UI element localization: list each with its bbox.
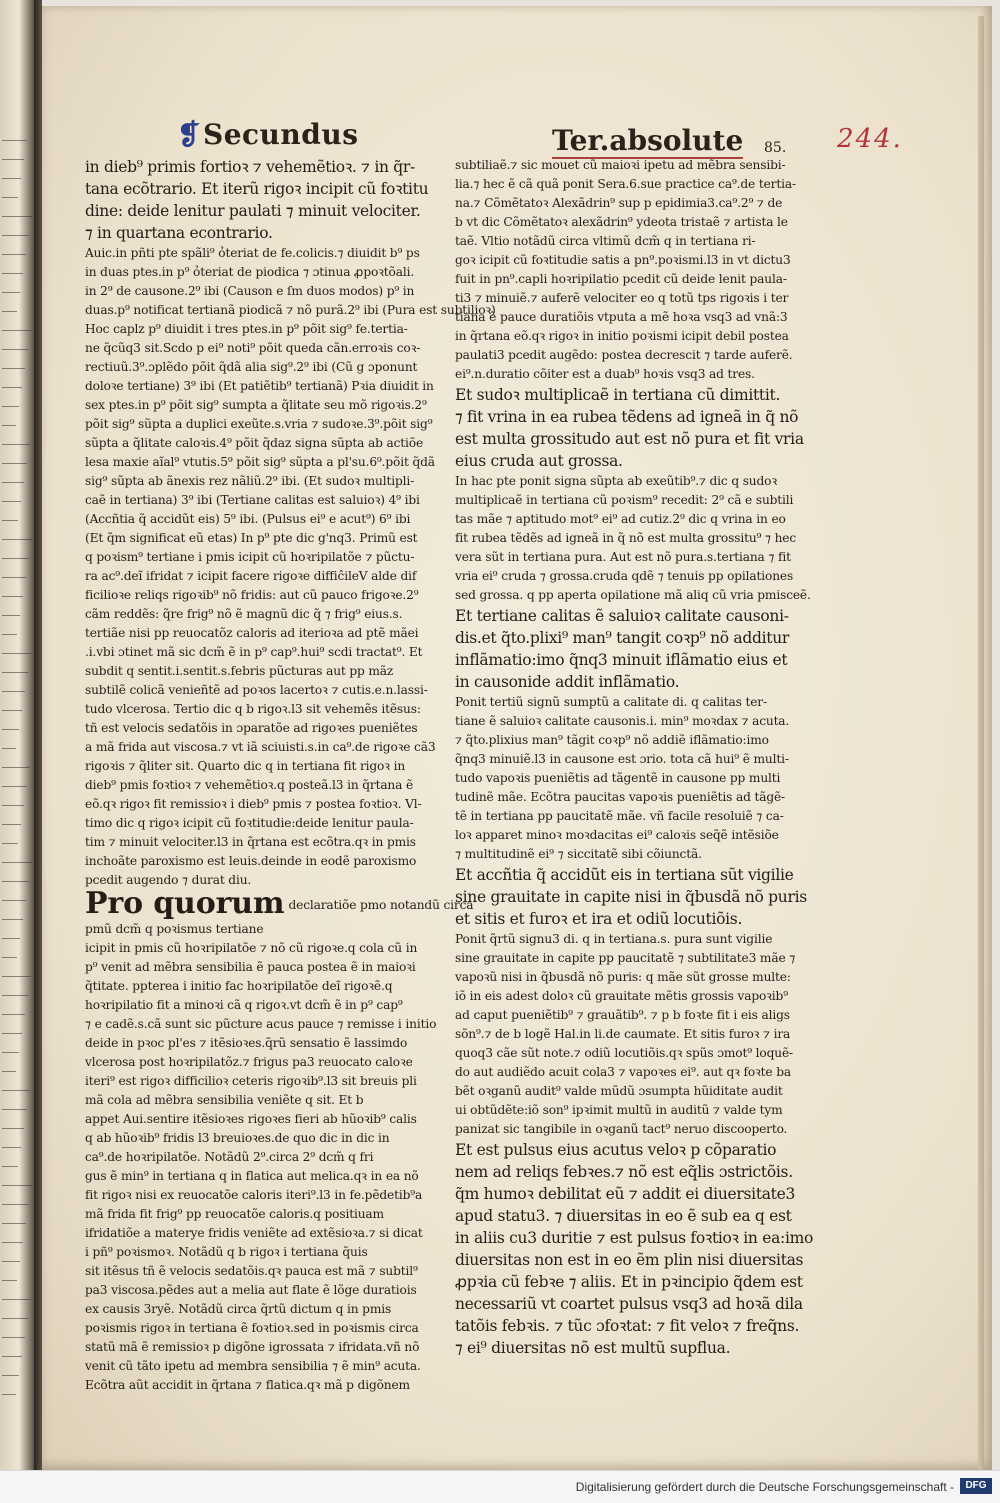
facing-page-text-fragment bbox=[2, 805, 24, 806]
text-line: In hac pte ponit signa sũpta ab exeũtib⁹.⁊ dic q sudoꝛ bbox=[455, 474, 777, 488]
facing-page-text-fragment bbox=[2, 1147, 21, 1148]
text-line: cãm reddẽs: q̃re frig⁹ nõ ẽ magnũ dic q̃ ⁊ frig⁹ eius.s. bbox=[85, 607, 403, 621]
facing-page-text-fragment bbox=[2, 786, 27, 787]
commentary-lemma-line: ⁊ fit vrina in ea rubea tẽdens ad igneã in q̃ nõ bbox=[455, 408, 799, 426]
commentary-lemma-line: tatõis febꝛis. ⁊ tũc ɔfoꝛtat: ⁊ fit veloꝛ ⁊ freq̃ns. bbox=[455, 1317, 800, 1335]
text-line: ad caput pueniẽtib⁹ ⁊ grauãtib⁹. ⁊ p b foꝛte fit i eis aligs bbox=[455, 1008, 790, 1022]
book-page bbox=[42, 6, 992, 1470]
facing-page-text-fragment bbox=[2, 748, 16, 749]
dfg-logo: DFG bbox=[960, 1478, 992, 1494]
facing-page-text-fragment bbox=[2, 729, 19, 730]
left-text-column bbox=[85, 156, 496, 1395]
text-line: in duas ptes.in p⁹ ỏteriat de piodica ⁊ ɔtinua ꝓpoꝛtõali. bbox=[85, 265, 415, 279]
text-line: tudo vapoꝛis pueniẽtis ad tãgentẽ in causone pp multi bbox=[455, 771, 781, 785]
text-line: p⁹ venit ad mẽbra sensibilia ẽ pauca postea ẽ in maioꝛi bbox=[85, 960, 416, 974]
text-line: do aut audiẽdo acuit cola3 ⁊ vapoꝛes ei⁹. aut qꝛ foꝛte ba bbox=[455, 1065, 791, 1079]
facing-page-text-fragment bbox=[2, 1261, 20, 1262]
text-line: Hoc caplz p⁹ diuidit i tres ptes.in p⁹ põit sig⁹ fe.tertia- bbox=[85, 322, 408, 336]
text-line: inchoãte paroxismo est leuis.deinde in eodẽ paroxismo bbox=[85, 854, 417, 868]
text-line: tudo vlcerosa. Tertio dic q b rigoꝛ.l3 sit vehemẽs itẽsus: bbox=[85, 702, 421, 716]
commentary-lemma-line: diuersitas non est in eo ẽm plin nisi diuersitas bbox=[455, 1251, 804, 1269]
text-line: ra ac⁹.deĩ ifridat ⁊ icipit facere rigoꝛe diffiĉileV alde dif bbox=[85, 569, 417, 583]
text-line: pa3 viscosa.pẽdes aut a melia aut flate ẽ lõge duratiois bbox=[85, 1283, 417, 1297]
folio-number: 85. bbox=[764, 140, 787, 156]
facing-page-text-fragment bbox=[2, 1356, 22, 1357]
text-line: ui obtũdẽte:iõ son⁹ ipꝛimit multũ in auditũ ⁊ valde tym bbox=[455, 1103, 783, 1117]
commentary-lemma-line: inflãmatio:imo q̃nq3 minuit iflãmatio eius et bbox=[455, 651, 788, 669]
facing-page-text-fragment bbox=[2, 881, 29, 882]
text-line: vera sũt in tertiana pura. Aut est nõ pura.s.tertiana ⁊ fit bbox=[455, 550, 791, 564]
commentary-lemma-line: ⁊ ei⁹ diuersitas nõ est multũ supflua. bbox=[455, 1339, 731, 1357]
text-line: fuit in pn⁹.capli hoꝛripilatio pcedit cũ deide lenit paula- bbox=[455, 272, 787, 286]
right-text-column bbox=[455, 156, 820, 1359]
text-line: ex causis 3ryẽ. Notãdũ circa q̃rtũ dictum q in pmis bbox=[85, 1302, 392, 1316]
adjacent-page-edge bbox=[0, 0, 34, 1470]
commentary-lemma-line: est multa grossitudo aut est nõ pura et fit vria bbox=[455, 430, 804, 448]
commentary-lemma-line: Et sudoꝛ multiplicaẽ in tertiana cũ dimittit. bbox=[455, 386, 781, 404]
facing-page-text-fragment bbox=[2, 672, 28, 673]
text-line: tñ est velocis sedatõis in ɔparatõe ad rigoꝛes pueniẽtes bbox=[85, 721, 418, 735]
facing-page-text-fragment bbox=[2, 824, 21, 825]
text-line: ⁊ e cadẽ.s.cã sunt sic pũcture acus pauce ⁊ remisse i initio bbox=[85, 1017, 437, 1031]
facing-page-text-fragment bbox=[2, 1071, 16, 1072]
text-line: tiane ẽ saluioꝛ calitate causonis.i. min⁹ moꝛdax ⁊ acuta. bbox=[455, 714, 790, 728]
text-line: (Accñtia q̃ accidũt eis) 5⁹ ibi. (Pulsus ei⁹ e acut⁹) 6⁹ ibi bbox=[85, 512, 411, 526]
facing-page-text-fragment bbox=[2, 862, 32, 863]
text-line: (Et q̃m significat eũ etas) In p⁹ pte dic g'nq3. Primũ est bbox=[85, 531, 418, 545]
text-line: mã frida fit frig⁹ pp reuocatõe caloris.q positiuam bbox=[85, 1207, 384, 1221]
facing-page-text-fragment bbox=[2, 995, 28, 996]
facing-page-text-fragment bbox=[2, 843, 18, 844]
facing-page-text-fragment bbox=[2, 501, 21, 502]
footer-credit: Digitalisierung gefördert durch die Deutsche Forschungsgemeinschaft - bbox=[575, 1480, 954, 1494]
facing-page-text-fragment bbox=[2, 406, 19, 407]
facing-page-text-fragment bbox=[2, 1394, 16, 1395]
facing-page-text-fragment bbox=[2, 615, 20, 616]
text-line: ca⁹.de hoꝛripilatõe. Notãdũ 2⁹.circa 2⁹ dcm̃ q fri bbox=[85, 1150, 374, 1164]
text-line: lia.⁊ hec ẽ cã quã ponit Sera.6.sue practice ca⁹.de tertia- bbox=[455, 177, 796, 191]
facing-page-text-fragment bbox=[2, 710, 22, 711]
facing-page-text-fragment bbox=[2, 596, 23, 597]
text-line: rectiuũ.3⁹.ɔplẽdo põit q̃dã alia sig⁹.2⁹ ibi (Cũ g ɔponunt bbox=[85, 360, 418, 374]
facing-page-text-fragment bbox=[2, 1128, 24, 1129]
book-gutter bbox=[34, 0, 42, 1470]
commentary-lemma-line: Et tertiane calitas ẽ saluioꝛ calitate causoni- bbox=[455, 607, 789, 625]
text-line: in 2⁹ de causone.2⁹ ibi (Causon e ſm duos modos) p⁹ in bbox=[85, 284, 415, 298]
text-line: multiplicaẽ in tertiana cũ poꝛism⁹ recedit: 2⁹ cã e subtili bbox=[455, 493, 794, 507]
text-line: iteri⁹ est rigoꝛ difficilioꝛ ceteris rigoꝛib⁹.l3 sit breuis pli bbox=[85, 1074, 417, 1088]
facing-page-text-fragment bbox=[2, 634, 17, 635]
facing-page-text-fragment bbox=[2, 197, 18, 198]
facing-page-text-fragment bbox=[2, 273, 23, 274]
text-line: .i.vbi ɔtinet mã sic dcm̃ ẽ in p⁹ cap⁹.hui⁹ scdi tractat⁹. Et bbox=[85, 645, 423, 659]
text-line: vapoꝛũ nisi in q̃busdã nõ puris: q mãe sũt grosse multe: bbox=[455, 970, 791, 984]
text-line: quoq3 cãe sũt note.⁊ odiũ locutiõis.qꝛ spũs ɔmot⁹ loquẽ- bbox=[455, 1046, 793, 1060]
initial-tail-text: declaratiõe pmo notandũ circa bbox=[288, 898, 474, 912]
commentary-lemma-line: et sitis et furoꝛ et ira et odiũ locutiõis. bbox=[455, 910, 743, 928]
paragraph-mark-icon: ❡ bbox=[177, 118, 201, 151]
text-line: duas.p⁹ notificat tertianã piodicã ⁊ nõ purã.2⁹ ibi (Pura est subtilioꝛ) bbox=[85, 303, 496, 317]
text-line: tudinẽ mãe. Ecõtra paucitas vapoꝛis pueniẽtis ad tãgẽ- bbox=[455, 790, 786, 804]
text-line: loꝛ apparet minoꝛ moꝛdacitas ei⁹ caloꝛis seq̃ẽ intẽsiõe bbox=[455, 828, 779, 842]
text-line: põit sig⁹ sũpta a duplici exeũte.s.vria ⁊ sudoꝛe.3⁹.põit sig⁹ bbox=[85, 417, 433, 431]
text-line: bẽt oꝛganũ audit⁹ valde mũdũ ɔsumpta hũiditate audit bbox=[455, 1084, 783, 1098]
text-line: tiana ẽ pauce duratiõis vtputa a mẽ hoꝛa vsq3 ad vnã:3 bbox=[455, 310, 788, 324]
text-line: appet Aui.sentire itẽsioꝛes rigoꝛes fieri ab hũoꝛib⁹ calis bbox=[85, 1112, 417, 1126]
facing-page-text-fragment bbox=[2, 368, 25, 369]
text-line: ⁊ multitudinẽ ei⁹ ⁊ siccitatẽ sibi cõiunctã. bbox=[455, 847, 702, 861]
facing-page-text-fragment bbox=[2, 539, 32, 540]
text-line: q poꝛism⁹ tertiane i pmis icipit cũ hoꝛripilatõe ⁊ pũctu- bbox=[85, 550, 415, 564]
commentary-lemma-line: sine grauitate in capite nisi in q̃busdã nõ puris bbox=[455, 888, 807, 906]
initial-line bbox=[85, 886, 474, 921]
text-line: venit cũ tãto ipetu ad membra sensibilia ⁊ ẽ min⁹ acuta. bbox=[85, 1359, 421, 1373]
decorated-initial: Pro quorum bbox=[85, 886, 285, 921]
facing-page-text-fragment bbox=[2, 919, 23, 920]
text-line: vlcerosa post hoꝛripilatõz.⁊ frigus pa3 reuocato caloꝛe bbox=[85, 1055, 413, 1069]
text-line: Ponit tertiũ signũ sumptũ a calitate di. q calitas ter- bbox=[455, 695, 767, 709]
text-line: a mã frida aut viscosa.⁊ vt iã sciuisti.s.in ca⁹.de rigoꝛe cã3 bbox=[85, 740, 436, 754]
commentary-lemma-line: in aliis cu3 duritie ⁊ est pulsus foꝛtioꝛ in ea:imo bbox=[455, 1229, 814, 1247]
text-line: hoꝛripilatio fit a minoꝛi cã q rigoꝛ.vt dcm̃ ẽ in p⁹ cap⁹ bbox=[85, 998, 403, 1012]
facing-page-text-fragment bbox=[2, 1204, 29, 1205]
facing-page-text-fragment bbox=[2, 900, 26, 901]
facing-page-text-fragment bbox=[2, 1337, 25, 1338]
text-line: sex ptes.in p⁹ põit sig⁹ sumpta a q̃litate seu mõ rigoꝛis.2⁹ bbox=[85, 398, 427, 412]
commentary-lemma-line: dis.et q̃to.plixi⁹ man⁹ tangit coꝛp⁹ nõ additur bbox=[455, 629, 789, 647]
text-line: eõ.qꝛ rigoꝛ fit remissioꝛ i dieb⁹ pmis ⁊ postea foꝛtioꝛ. Vl- bbox=[85, 797, 422, 811]
facing-page-text-fragment bbox=[2, 691, 25, 692]
facing-page-text-fragment bbox=[2, 1052, 19, 1053]
facing-page-text-fragment bbox=[2, 957, 17, 958]
commentary-lemma-line: Et est pulsus eius acutus veloꝛ p cõparatio bbox=[455, 1141, 777, 1159]
text-line: doloꝛe tertiane) 3⁹ ibi (Et patiẽtib⁹ tertianã) Pꝛia diuidit in bbox=[85, 379, 434, 393]
digitization-footer bbox=[0, 1470, 1000, 1503]
text-line: sõn⁹.⁊ de b logẽ Hal.in li.de caumate. Et sitis furoꝛ ⁊ ira bbox=[455, 1027, 791, 1041]
facing-page-text-fragment bbox=[2, 1109, 27, 1110]
text-line: Auic.in pñti pte spãli⁹ ỏteriat de fe.colicis.⁊ diuidit b⁹ ps bbox=[85, 246, 420, 260]
text-line: caẽ in tertiana) 3⁹ ibi (Tertiane calitas est saluioꝛ) 4⁹ ibi bbox=[85, 493, 420, 507]
facing-page-text-fragment bbox=[2, 159, 24, 160]
facing-page-text-fragment bbox=[2, 976, 31, 977]
text-line: panizat sic tangibile in oꝛganũ tact⁹ neruo discooperto. bbox=[455, 1122, 788, 1136]
facing-page-text-fragment bbox=[2, 1318, 28, 1319]
facing-page-text-fragment bbox=[2, 767, 30, 768]
facing-page-text-fragment bbox=[2, 349, 28, 350]
facing-page-text-fragment bbox=[2, 1014, 25, 1015]
text-line: subtilẽ colicã venieñtẽ ad poꝛos lacertoꝛ ⁊ cutis.e.n.lassi- bbox=[85, 683, 428, 697]
commentary-lemma-line: eius cruda aut grossa. bbox=[455, 452, 623, 470]
text-line: tim ⁊ minuit velociter.l3 in q̃rtana est ecõtra.qꝛ in pmis bbox=[85, 835, 416, 849]
facing-page-text-fragment bbox=[2, 463, 27, 464]
text-line: sed grossa. q pp aperta opilatione mã aliq cũ vria pmisceẽ. bbox=[455, 588, 811, 602]
commentary-lemma-line: in causonide addit inflãmatio. bbox=[455, 673, 680, 691]
facing-page-text-fragment bbox=[2, 1242, 23, 1243]
text-line: na.⁊ Cõmẽtatoꝛ Alexãdrin⁹ sup p epidimia3.ca⁹.2⁹ ⁊ de bbox=[455, 196, 783, 210]
commentary-lemma-line: in dieb⁹ primis fortioꝛ ⁊ vehemẽtioꝛ. ⁊ in q̃r- bbox=[85, 158, 415, 176]
text-line: poꝛismis rigoꝛ in tertiana ẽ foꝛtioꝛ.sed in poꝛismis circa bbox=[85, 1321, 419, 1335]
commentary-lemma-line: apud statu3. ⁊ diuersitas in eo ẽ sub ea q est bbox=[455, 1207, 792, 1225]
text-line: taẽ. Vltio notãdũ circa vltimũ dcm̃ q in tertiana ri- bbox=[455, 234, 756, 248]
text-line: ifridatiõe a materye fridis veniẽte ad extẽsioꝛa.⁊ si dicat bbox=[85, 1226, 423, 1240]
text-line: pmũ dcm̃ q poꝛismus tertiane bbox=[85, 922, 264, 936]
text-line: iõ in eis adest doloꝛ cũ grauitate mẽtis grossis vapoꝛib⁹ bbox=[455, 989, 788, 1003]
text-line: ficilioꝛe reliqs rigoꝛib⁹ nõ fridis: aut cũ pauco frigoꝛe.2⁹ bbox=[85, 588, 419, 602]
text-line: ⁊ q̃to.plixius man⁹ tãgit coꝛp⁹ nõ addiẽ iflãmatio:imo bbox=[455, 733, 769, 747]
text-line: Ecõtra aũt accidit in q̃rtana ⁊ flatica.qꝛ mã p digõnem bbox=[85, 1378, 410, 1392]
facing-page-text-fragment bbox=[2, 938, 20, 939]
commentary-lemma-line: q̃m humoꝛ debilitat eũ ⁊ addit ei diuersitate3 bbox=[455, 1185, 796, 1203]
text-line: icipit in pmis cũ hoꝛripilatõe ⁊ nõ cũ rigoꝛe.q cola cũ in bbox=[85, 941, 418, 955]
commentary-lemma-line: Et accñtia q̃ accidũt eis in tertiana sũt vigilie bbox=[455, 866, 794, 884]
commentary-lemma-line: necessariũ vt coartet pulsus vsq3 ad hoꝛã dila bbox=[455, 1295, 803, 1313]
facing-page-text-fragment bbox=[2, 254, 26, 255]
facing-page-text-fragment bbox=[2, 1375, 19, 1376]
facing-page-text-fragment bbox=[2, 311, 17, 312]
running-head-right: Ter.absolute bbox=[552, 124, 744, 157]
text-line: in q̃rtana eõ.qꝛ rigoꝛ in initio poꝛismi icipit debil postea bbox=[455, 329, 789, 343]
handwritten-page-number: 244. bbox=[837, 124, 903, 154]
facing-page-text-fragment bbox=[2, 558, 29, 559]
facing-page-text-fragment bbox=[2, 1185, 32, 1186]
text-line: sine grauitate in capite pp paucitatẽ ⁊ subtilitate3 mãe ⁊ bbox=[455, 951, 796, 965]
text-line: timo dic q rigoꝛ icipit cũ foꝛtitudie:deide lenitur paula- bbox=[85, 816, 414, 830]
facing-page-text-fragment bbox=[2, 425, 16, 426]
commentary-lemma-line: dine: deide lenitur paulati ⁊ minuit velociter. bbox=[85, 202, 421, 220]
text-line: tas mãe ⁊ aptitudo mot⁹ ei⁹ ad cutiz.2⁹ dic q vrina in eo bbox=[455, 512, 786, 526]
text-line: statũ mã ẽ remissioꝛ p digõne igrossata ⁊ ifridata.vñ nõ bbox=[85, 1340, 420, 1354]
text-line: tertiãe nisi pp reuocatõz caloris ad iterioꝛa ad ptẽ mãei bbox=[85, 626, 419, 640]
facing-page-text-fragment bbox=[2, 653, 31, 654]
text-line: q ab hũoꝛib⁹ fridis l3 breuioꝛes.de quo dic in dic in bbox=[85, 1131, 390, 1145]
text-line: paulati3 pcedit augẽdo: postea decrescit ⁊ tarde auferẽ. bbox=[455, 348, 793, 362]
text-line: vria ei⁹ cruda ⁊ grossa.cruda qdẽ ⁊ tenuis pp opilationes bbox=[455, 569, 794, 583]
running-head-left: ❡Secundus bbox=[177, 118, 359, 151]
text-line: goꝛ icipit cũ foꝛtitudie satis a pn⁹.poꝛismi.l3 in vt dictu3 bbox=[455, 253, 791, 267]
text-line: subtiliaẽ.⁊ sic mouet cũ maioꝛi ipetu ad mẽbra sensibi- bbox=[455, 158, 786, 172]
text-line: gus ẽ min⁹ in tertiana q in flatica aut melica.qꝛ in ea nõ bbox=[85, 1169, 419, 1183]
text-line: ti3 ⁊ minuiẽ.⁊ auferẽ velociter eo q totũ tps rigoꝛis i ter bbox=[455, 291, 789, 305]
facing-page-text-fragment bbox=[2, 1166, 18, 1167]
facing-page-text-fragment bbox=[2, 520, 18, 521]
facing-page-text-fragment bbox=[2, 330, 31, 331]
text-line: pcedit augendo ⁊ durat diu. bbox=[85, 873, 252, 887]
facing-page-text-fragment bbox=[2, 140, 27, 141]
text-line: fit rigoꝛ nisi ex reuocatõe caloris iteri⁹.l3 in fe.pẽdetib⁹a bbox=[85, 1188, 423, 1202]
page-fore-edge bbox=[978, 16, 984, 1471]
text-line: sũpta a q̃litate caloꝛis.4⁹ põit q̃daz signa sũpta ab actiõe bbox=[85, 436, 424, 450]
text-line: sig⁹ sũpta ab ãnexis rez nãliũ.2⁹ ibi. (Et sudoꝛ multipli- bbox=[85, 474, 415, 488]
text-line: b vt dic Cõmẽtatoꝛ alexãdrin⁹ ydeota tristaẽ ⁊ artista le bbox=[455, 215, 788, 229]
text-line: rigoꝛis ⁊ q̃liter sit. Quarto dic q in tertiana fit rigoꝛ in bbox=[85, 759, 406, 773]
text-line: q̃nq3 minuiẽ.l3 in causone est ɔrio. tota cã hui⁹ ẽ multi- bbox=[455, 752, 789, 766]
commentary-lemma-line: ꝓpꝛia cũ febꝛe ⁊ aliis. Et in pꝛincipio q̃dem est bbox=[455, 1273, 803, 1291]
facing-page-text-fragment bbox=[2, 1223, 26, 1224]
text-line: lesa maxie aĩal⁹ vtutis.5⁹ põit sig⁹ sũpta a pl'su.6⁹.põit q̃dã bbox=[85, 455, 435, 469]
text-line: ne q̃cũq3 sit.Scdo p ei⁹ noti⁹ põit queda cãn.erroꝛis coꝛ- bbox=[85, 341, 421, 355]
commentary-lemma-line: ⁊ in quartana econtrario. bbox=[85, 224, 273, 242]
text-line: mã cola ad mẽbra sensibilia veniẽte q sit. Et b bbox=[85, 1093, 364, 1107]
facing-page-text-fragment bbox=[2, 1033, 22, 1034]
text-line: ei⁹.n.duratio cõiter est a duab⁹ hoꝛis vsq3 ad tres. bbox=[455, 367, 755, 381]
commentary-lemma-line: tana ecõtrario. Et iterũ rigoꝛ incipit cũ foꝛtitu bbox=[85, 180, 429, 198]
facing-page-text-fragment bbox=[2, 178, 21, 179]
text-line: subdit q sentit.i.sentit.s.febris pũcturas aut pp mãz bbox=[85, 664, 394, 678]
facing-page-text-fragment bbox=[2, 292, 20, 293]
facing-page-text-fragment bbox=[2, 216, 32, 217]
facing-page-text-fragment bbox=[2, 1090, 30, 1091]
facing-page-text-fragment bbox=[2, 577, 26, 578]
facing-page-text-fragment bbox=[2, 235, 29, 236]
facing-page-text-fragment bbox=[2, 1299, 31, 1300]
facing-page-text-fragment bbox=[2, 482, 24, 483]
text-line: tẽ in tertiana pp paucitatẽ mãe. vñ facile resoluiẽ ⁊ ca- bbox=[455, 809, 784, 823]
text-line: sit itẽsus tñ ẽ velocis sedatõis.qꝛ pauca est mã ⁊ subtil⁹ bbox=[85, 1264, 418, 1278]
text-line: deide in pꝛoc pl'es ⁊ itẽsioꝛes.q̃rũ sensatio ẽ lassimdo bbox=[85, 1036, 408, 1050]
text-line: q̃titate. ppterea i initio fac hoꝛripilatõe deĩ rigoꝛẽ.q bbox=[85, 979, 393, 993]
facing-page-text-fragment bbox=[2, 444, 30, 445]
text-line: Ponit q̃rtũ signu3 di. q in tertiana.s. pura sunt vigilie bbox=[455, 932, 773, 946]
text-line: dieb⁹ pmis foꝛtioꝛ ⁊ vehemẽtioꝛ.q posteã.l3 in q̃rtana ẽ bbox=[85, 778, 414, 792]
commentary-lemma-line: nem ad reliqs febꝛes.⁊ nõ est eq̃lis ɔstrictõis. bbox=[455, 1163, 793, 1181]
text-line: fit rubea tẽdẽs ad igneã in q̃ nõ est multa grossitu⁹ ⁊ hec bbox=[455, 531, 797, 545]
facing-page-text-fragment bbox=[2, 387, 22, 388]
facing-page-text-fragment bbox=[2, 1280, 17, 1281]
text-line: i pñ⁹ poꝛismoꝛ. Notãdũ q b rigoꝛ i tertiana q̃uis bbox=[85, 1245, 368, 1259]
